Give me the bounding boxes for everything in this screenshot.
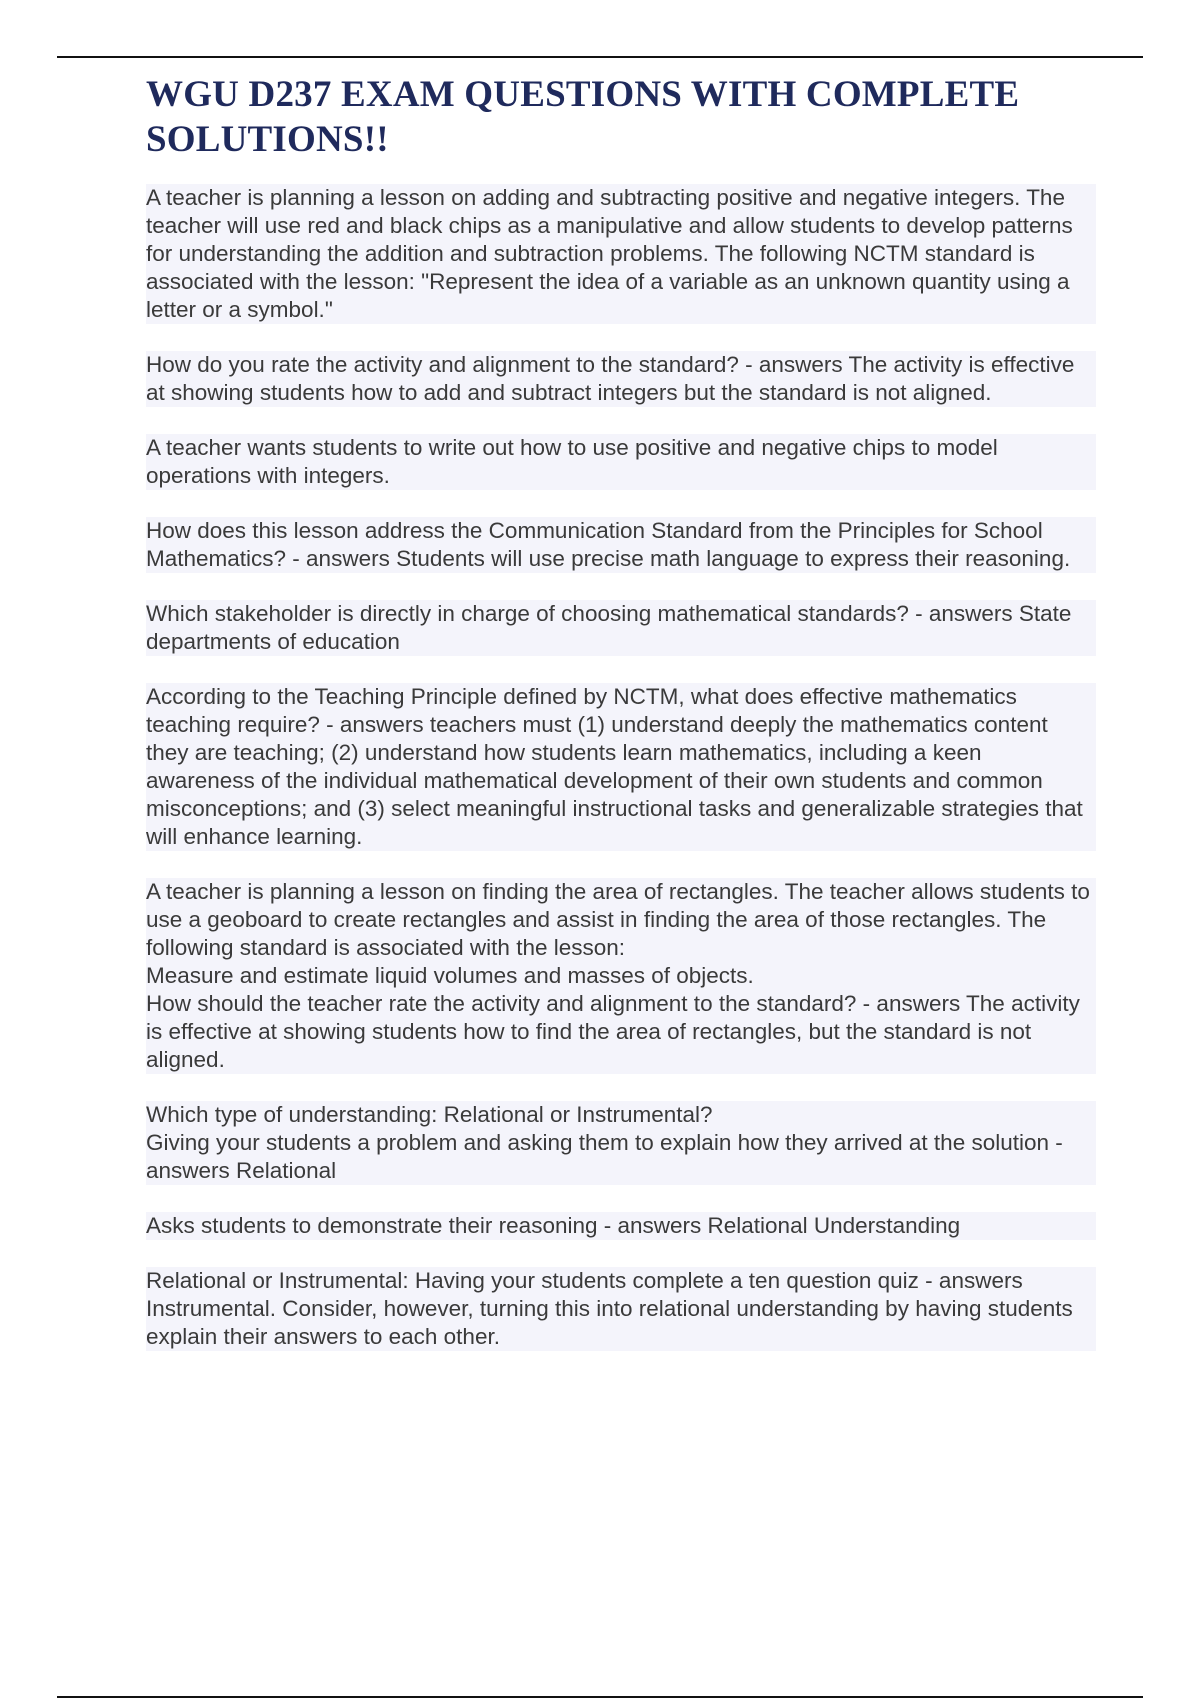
footer-divider xyxy=(57,1696,1143,1698)
paragraph-10: Relational or Instrumental: Having your students complete a ten question quiz - answers Instrumental. Consider, however, turning this into relational understanding by having students explain their answers to each other. xyxy=(146,1267,1096,1351)
document-body xyxy=(146,72,1096,1378)
header-divider xyxy=(57,56,1143,58)
paragraph-3: A teacher wants students to write out how to use positive and negative chips to model operations with integers. xyxy=(146,434,1096,490)
paragraph-9: Asks students to demonstrate their reasoning - answers Relational Understanding xyxy=(146,1212,1096,1240)
paragraph-2: How do you rate the activity and alignment to the standard? - answers The activity is effective at showing students how to add and subtract integers but the standard is not aligned. xyxy=(146,351,1096,407)
paragraph-7: A teacher is planning a lesson on finding the area of rectangles. The teacher allows students to use a geoboard to create rectangles and assist in finding the area of those rectangles. The following standard is associated with the lesson: Measure and estimate liquid volumes and masses of objects. How should the teacher rate the activity and alignment to the standard? - answers The activity is effective at showing students how to find the area of rectangles, but the standard is not aligned. xyxy=(146,878,1096,1074)
paragraph-6: According to the Teaching Principle defined by NCTM, what does effective mathematics teaching require? - answers teachers must (1) understand deeply the mathematics content they are teaching; (2) understand how students learn mathematics, including a keen awareness of the individual mathematical development of their own students and common misconceptions; and (3) select meaningful instructional tasks and generalizable strategies that will enhance learning. xyxy=(146,683,1096,851)
paragraph-1: A teacher is planning a lesson on adding and subtracting positive and negative integers. The teacher will use red and black chips as a manipulative and allow students to develop patterns for understanding the addition and subtraction problems. The following NCTM standard is associated with the lesson: "Represent the idea of a variable as an unknown quantity using a letter or a symbol." xyxy=(146,184,1096,324)
paragraph-8: Which type of understanding: Relational or Instrumental? Giving your students a problem and asking them to explain how they arrived at the solution - answers Relational xyxy=(146,1101,1096,1185)
paragraph-4: How does this lesson address the Communication Standard from the Principles for School Mathematics? - answers Students will use precise math language to express their reasoning. xyxy=(146,517,1096,573)
document-title: WGU D237 EXAM QUESTIONS WITH COMPLETE SOLUTIONS!! xyxy=(146,74,1020,160)
paragraph-5: Which stakeholder is directly in charge of choosing mathematical standards? - answers State departments of education xyxy=(146,600,1096,656)
